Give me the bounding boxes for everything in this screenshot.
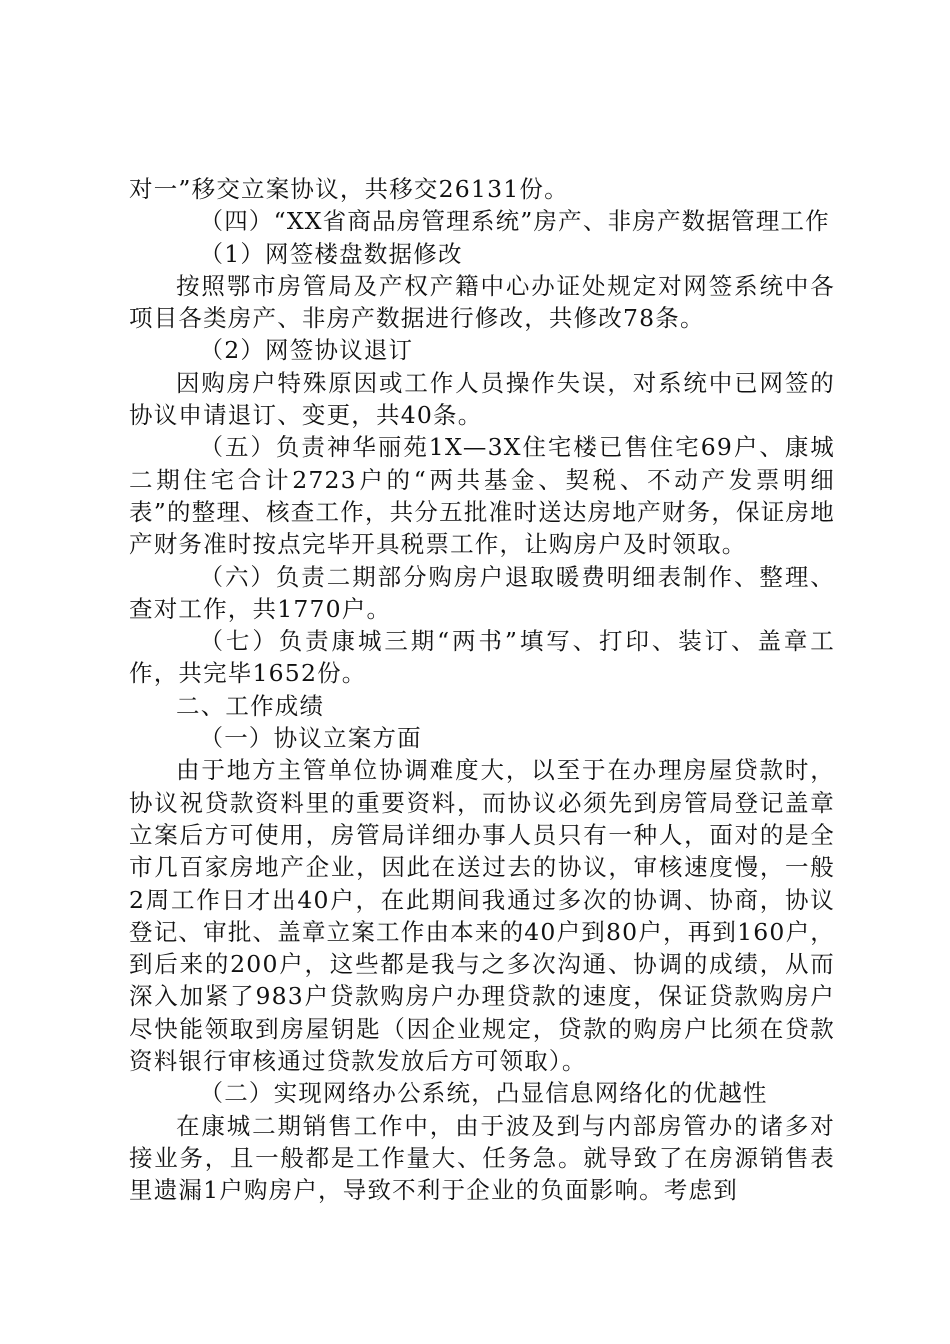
- section-heading: （二）实现网络办公系统，凸显信息网络化的优越性: [199, 1079, 768, 1108]
- section-paragraph: （六）负责二期部分购房户退取暖费明细表制作、整理、查对工作，共1770户。: [129, 562, 835, 623]
- paragraph: 对一”移交立案协议，共移交26131份。: [129, 175, 569, 203]
- paragraph: 在康城二期销售工作中，由于波及到与内部房管办的诸多对接业务，且一般都是工作量大、任务急。就导致了在房源销售表里遗漏1户购房户，导致不利于企业的负面影响。考虑到: [129, 1111, 835, 1205]
- paragraph: 按照鄂市房管局及产权产籍中心办证处规定对网签系统中各项目各类房产、非房产数据进行修改，共修改78条。: [129, 271, 835, 333]
- chapter-heading: 二、工作成绩: [176, 691, 325, 720]
- paragraph: 由于地方主管单位协调难度大，以至于在办理房屋贷款时，协议祝贷款资料里的重要资料，而协议必须先到房管局登记盖章立案后方可使用，房管局详细办事人员只有一种人，面对的是全市几百家房地产企业，因此在送过去的协议，审核速度慢，一般2周工作日才出40户，在此期间我通过多次的协调、协商，协议登记、审批、盖章立案工作由本来的40户到80户，再到160户，到后来的200户，这些都是我与之多次沟通、协调的成绩，从而深入加紧了983户贷款购房户办理贷款的速度，保证贷款购房户尽快能领取到房屋钥匙（因企业规定，贷款的购房户比须在贷款资料银行审核通过贷款发放后方可领取）。: [129, 756, 835, 1076]
- subsection-heading: （2）网签协议退订: [199, 336, 414, 365]
- section-paragraph: （七）负责康城三期“两书”填写、打印、装订、盖章工作，共完毕1652份。: [129, 627, 835, 688]
- section-heading: （一）协议立案方面: [199, 724, 422, 753]
- section-heading: （四）“XX省商品房管理系统”房产、非房产数据管理工作: [199, 207, 830, 236]
- paragraph: 因购房户特殊原因或工作人员操作失误，对系统中已网签的协议申请退订、变更，共40条。: [129, 368, 835, 430]
- document-body: [129, 173, 835, 1207]
- subsection-heading: （1）网签楼盘数据修改: [199, 239, 463, 268]
- section-paragraph: （五）负责神华丽苑1X—3X住宅楼已售住宅69户、康城二期住宅合计2723户的“两共基金、契税、不动产发票明细表”的整理、核查工作，共分五批准时送达房地产财务，保证房地产财务准时按点完毕开具税票工作，让购房户及时领取。: [129, 433, 835, 559]
